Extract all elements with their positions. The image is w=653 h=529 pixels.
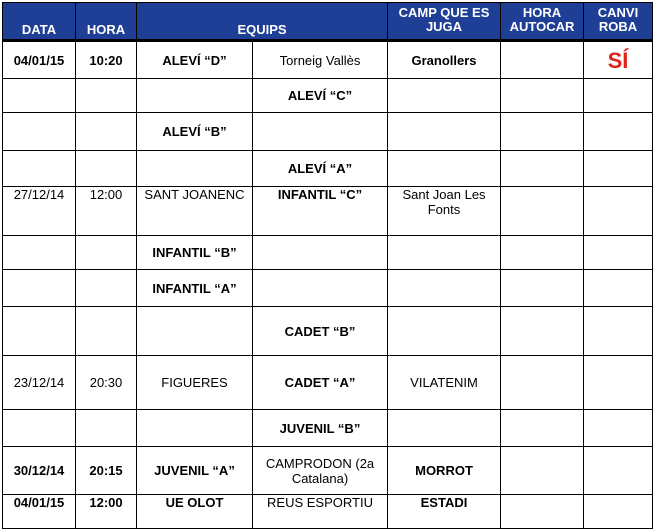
table-row [3, 113, 653, 151]
cell-equip-b: CAMPRODON (2a Catalana) [253, 447, 388, 495]
cell-canvi-roba [584, 113, 653, 151]
cell-hora-autocar [501, 447, 584, 495]
table-row [3, 236, 653, 270]
cell-hora-autocar [501, 270, 584, 307]
match-schedule-table [2, 2, 653, 529]
cell-equip-b: CADET “B” [253, 307, 388, 356]
cell-hora [76, 307, 137, 356]
cell-data [3, 410, 76, 447]
cell-equip-a: UE OLOT [137, 495, 253, 529]
cell-camp [388, 410, 501, 447]
cell-data [3, 270, 76, 307]
cell-data [3, 79, 76, 113]
cell-canvi-roba [584, 236, 653, 270]
table-row [3, 270, 653, 307]
header-row [3, 3, 653, 41]
cell-canvi-roba [584, 307, 653, 356]
cell-data: 23/12/14 [3, 356, 76, 410]
cell-hora: 20:15 [76, 447, 137, 495]
cell-camp: MORROT [388, 447, 501, 495]
cell-equip-b: ALEVÍ “A” [253, 151, 388, 187]
cell-canvi-roba [584, 495, 653, 529]
cell-hora [76, 79, 137, 113]
cell-hora-autocar [501, 410, 584, 447]
table-row [3, 356, 653, 410]
header-data: DATA [3, 3, 76, 41]
cell-equip-b [253, 236, 388, 270]
cell-equip-b: REUS ESPORTIU [253, 495, 388, 529]
cell-equip-b [253, 113, 388, 151]
header-hora: HORA [76, 3, 137, 41]
cell-equip-b [253, 270, 388, 307]
cell-camp: VILATENIM [388, 356, 501, 410]
cell-hora-autocar [501, 356, 584, 410]
cell-equip-b: JUVENIL “B” [253, 410, 388, 447]
cell-equip-b: ALEVÍ “C” [253, 79, 388, 113]
cell-camp: ESTADI [388, 495, 501, 529]
cell-data: 04/01/15 [3, 495, 76, 529]
cell-camp: Granollers [388, 41, 501, 79]
header-camp: CAMP QUE ES JUGA [388, 3, 501, 41]
cell-hora-autocar [501, 41, 584, 79]
cell-hora-autocar [501, 307, 584, 356]
cell-equip-a [137, 410, 253, 447]
cell-equip-a [137, 307, 253, 356]
cell-data [3, 307, 76, 356]
cell-hora [76, 270, 137, 307]
cell-canvi-roba [584, 79, 653, 113]
cell-camp [388, 113, 501, 151]
cell-camp [388, 236, 501, 270]
cell-equip-a: ALEVÍ “B” [137, 113, 253, 151]
cell-canvi-roba [584, 356, 653, 410]
cell-hora-autocar [501, 79, 584, 113]
table-row [3, 447, 653, 495]
cell-data [3, 113, 76, 151]
cell-hora-autocar [501, 113, 584, 151]
cell-hora: 20:30 [76, 356, 137, 410]
cell-hora-autocar [501, 236, 584, 270]
header-canvi-roba: CANVI ROBA [584, 3, 653, 41]
cell-hora-autocar [501, 495, 584, 529]
table-row [3, 41, 653, 79]
cell-camp [388, 270, 501, 307]
cell-canvi-roba [584, 447, 653, 495]
cell-equip-b: CADET “A” [253, 356, 388, 410]
cell-equip-a: JUVENIL “A” [137, 447, 253, 495]
cell-canvi-roba [584, 410, 653, 447]
table-row [3, 410, 653, 447]
cell-hora: 10:20 [76, 41, 137, 79]
cell-camp [388, 307, 501, 356]
cell-hora [76, 151, 137, 187]
cell-equip-a: INFANTIL “A” [137, 270, 253, 307]
cell-hora-autocar [501, 187, 584, 236]
table-row [3, 495, 653, 529]
cell-data [3, 151, 76, 187]
cell-equip-a: FIGUERES [137, 356, 253, 410]
cell-camp: Sant Joan Les Fonts [388, 187, 501, 236]
cell-camp [388, 79, 501, 113]
cell-canvi-roba [584, 270, 653, 307]
table-row [3, 79, 653, 113]
cell-data: 27/12/14 [3, 187, 76, 236]
cell-hora: 12:00 [76, 187, 137, 236]
cell-camp [388, 151, 501, 187]
cell-canvi-roba: SÍ [584, 41, 653, 79]
cell-hora [76, 113, 137, 151]
cell-equip-a [137, 79, 253, 113]
cell-hora-autocar [501, 151, 584, 187]
cell-equip-b: Torneig Vallès [253, 41, 388, 79]
cell-canvi-roba [584, 187, 653, 236]
cell-equip-a: SANT JOANENC [137, 187, 253, 236]
table-row [3, 187, 653, 236]
cell-data: 04/01/15 [3, 41, 76, 79]
header-equips: EQUIPS [137, 3, 388, 41]
cell-equip-a: ALEVÍ “D” [137, 41, 253, 79]
cell-hora: 12:00 [76, 495, 137, 529]
cell-data: 30/12/14 [3, 447, 76, 495]
cell-canvi-roba [584, 151, 653, 187]
cell-equip-a: INFANTIL “B” [137, 236, 253, 270]
cell-equip-b: INFANTIL “C” [253, 187, 388, 236]
cell-equip-a [137, 151, 253, 187]
table-row [3, 307, 653, 356]
header-hora-autocar: HORA AUTOCAR [501, 3, 584, 41]
cell-data [3, 236, 76, 270]
table-row [3, 151, 653, 187]
cell-hora [76, 410, 137, 447]
cell-hora [76, 236, 137, 270]
